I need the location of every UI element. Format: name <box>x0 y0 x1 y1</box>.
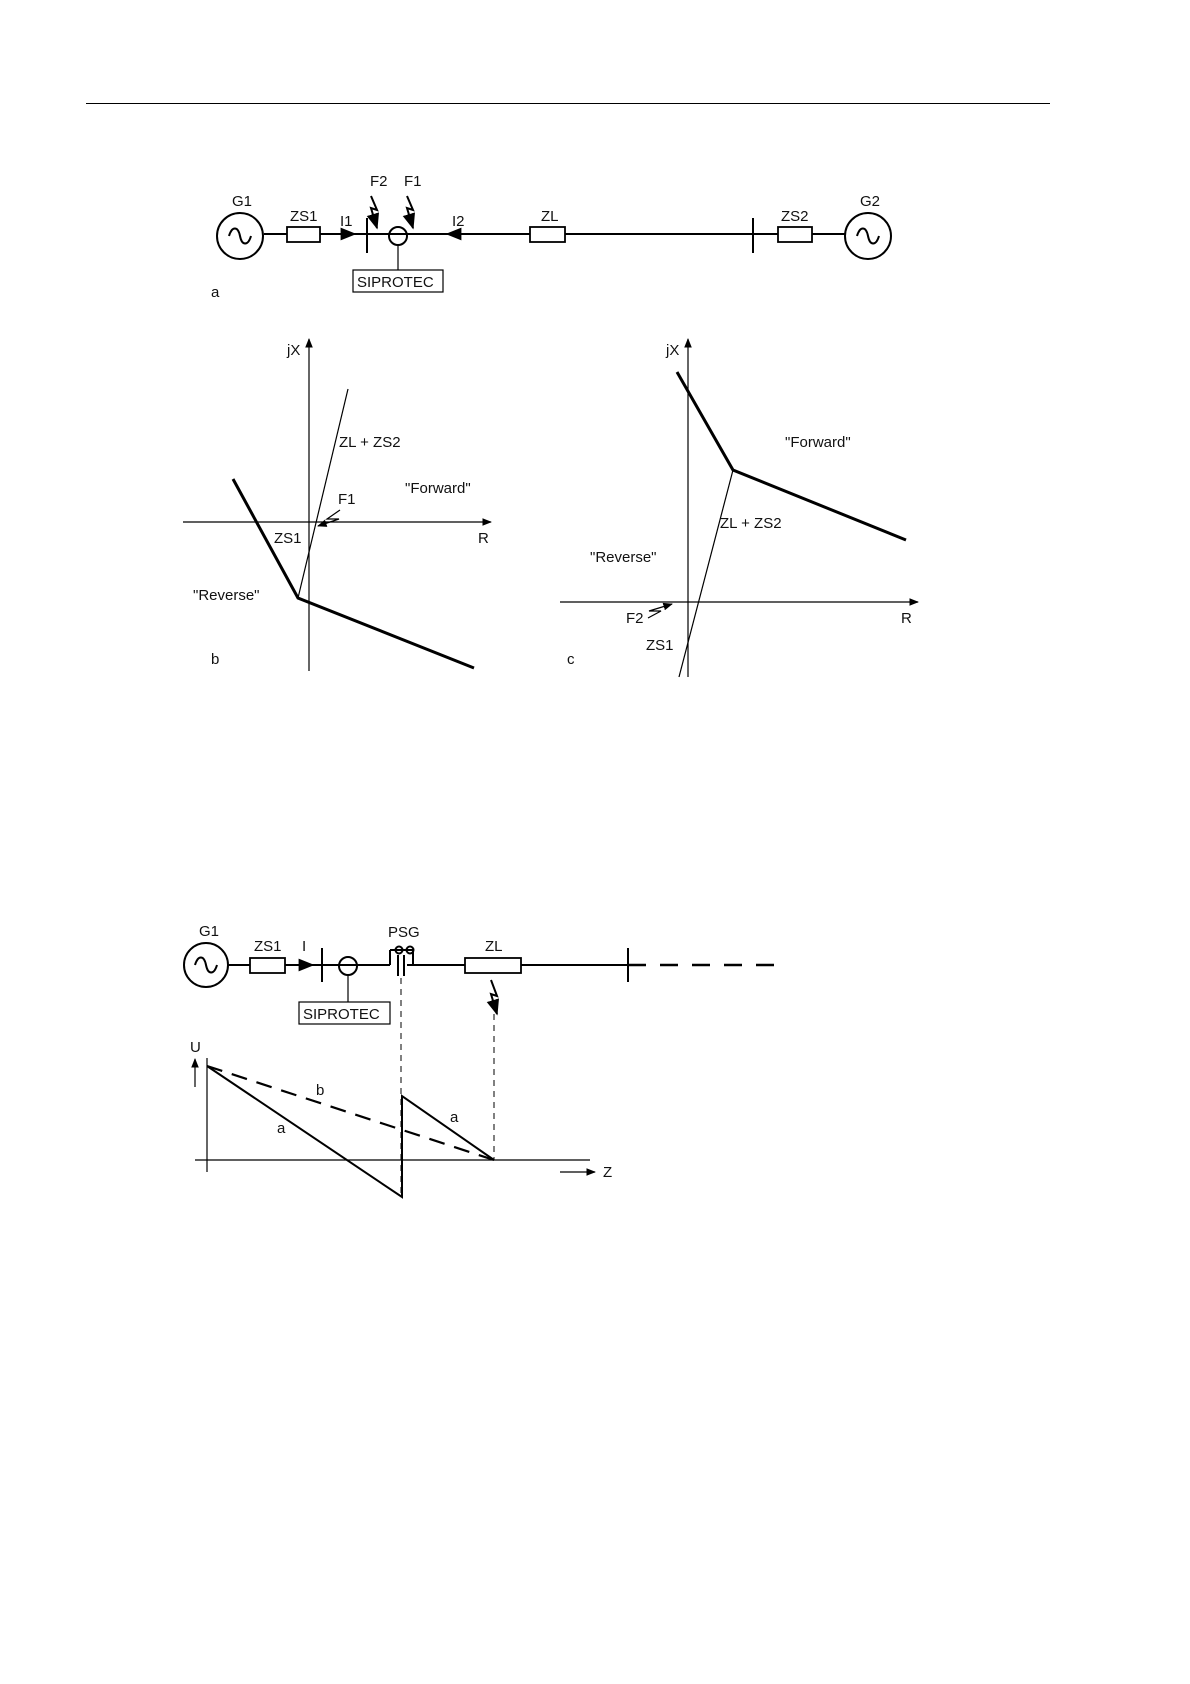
panel-label-a: a <box>211 284 220 301</box>
impedance-plane-b <box>183 339 491 671</box>
label-zs1: ZS1 <box>274 530 302 547</box>
label-forward: "Forward" <box>405 480 471 497</box>
label-i: I <box>302 938 307 955</box>
axis-label-r: R <box>901 610 912 627</box>
label-psg: PSG <box>388 924 420 941</box>
label-f1: F1 <box>404 173 422 190</box>
axis-label-jx: jX <box>666 342 680 359</box>
generator-g1-icon <box>184 943 228 987</box>
axis-label-z: Z <box>603 1164 613 1181</box>
impedance-zs1-icon <box>287 227 320 242</box>
impedance-zs2-icon <box>778 227 812 242</box>
label-curve-b: b <box>316 1082 325 1099</box>
label-zl: ZL <box>485 938 503 955</box>
label-reverse: "Reverse" <box>193 587 260 604</box>
label-g1: G1 <box>199 923 220 940</box>
single-line-diagram-a <box>211 173 891 301</box>
fault-f2-icon <box>648 604 672 618</box>
fault-f1-icon <box>407 196 413 228</box>
label-i1: I1 <box>340 213 353 230</box>
impedance-zs1-icon <box>250 958 285 973</box>
label-siprotec: SIPROTEC <box>303 1006 380 1023</box>
label-siprotec: SIPROTEC <box>357 274 434 291</box>
label-zs1: ZS1 <box>254 938 282 955</box>
label-f1: F1 <box>338 491 356 508</box>
label-i2: I2 <box>452 213 465 230</box>
label-f2: F2 <box>370 173 388 190</box>
line-impedance <box>679 470 733 677</box>
axis-label-u: U <box>190 1039 201 1056</box>
label-zs1: ZS1 <box>290 208 318 225</box>
panel-label-b: b <box>211 651 220 668</box>
series-capacitor-icon <box>390 947 414 977</box>
label-g2: G2 <box>860 193 881 210</box>
impedance-plane-c <box>560 339 918 677</box>
current-transformer-icon <box>339 957 357 1002</box>
direction-boundary <box>677 372 906 540</box>
axis-label-jx: jX <box>287 342 301 359</box>
label-zl: ZL <box>541 208 559 225</box>
impedance-zl-icon <box>530 227 565 242</box>
axis-label-r: R <box>478 530 489 547</box>
label-g1: G1 <box>232 193 253 210</box>
fault-icon <box>491 980 497 1014</box>
fault-f1-icon <box>318 510 340 526</box>
panel-label-c: c <box>567 651 575 668</box>
impedance-zl-icon <box>465 958 521 973</box>
label-zs2: ZS2 <box>781 208 809 225</box>
voltage-profile-chart <box>190 978 612 1197</box>
label-curve-a1: a <box>277 1120 286 1137</box>
generator-g1-icon <box>217 213 263 259</box>
label-line-impedance: ZL + ZS2 <box>720 515 782 532</box>
generator-g2-icon <box>845 213 891 259</box>
label-reverse: "Reverse" <box>590 549 657 566</box>
label-line-impedance: ZL + ZS2 <box>339 434 401 451</box>
curve-a <box>207 1066 494 1197</box>
label-zs1: ZS1 <box>646 637 674 654</box>
label-curve-a2: a <box>450 1109 459 1126</box>
label-forward: "Forward" <box>785 434 851 451</box>
fault-f2-icon <box>371 196 377 228</box>
label-f2: F2 <box>626 610 644 627</box>
series-compensated-line-diagram <box>184 923 788 1024</box>
